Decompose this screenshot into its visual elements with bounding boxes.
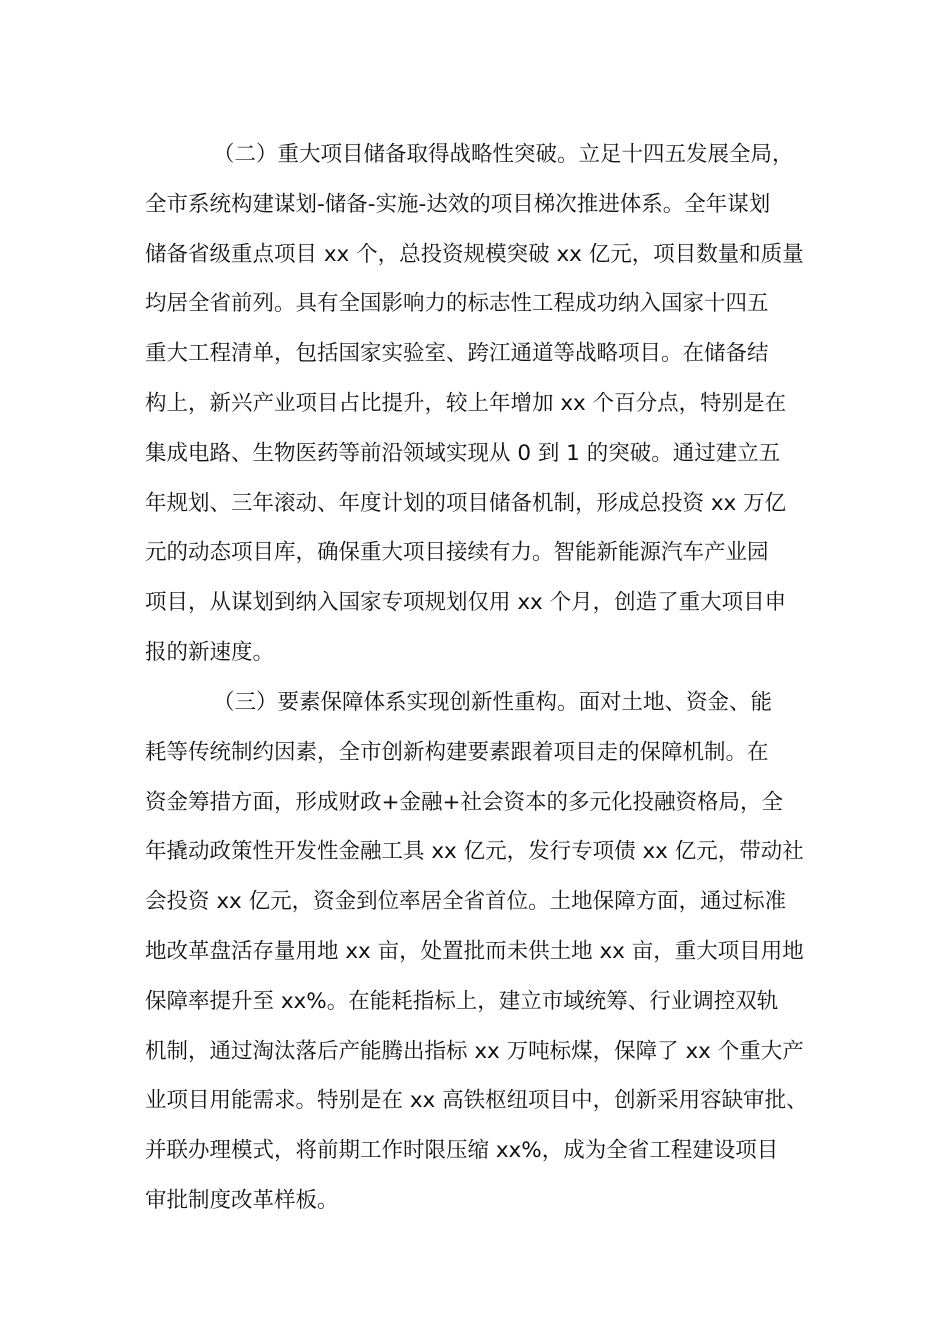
- paragraph-line: 重大工程清单，包括国家实验室、跨江通道等战略项目。在储备结: [145, 341, 769, 367]
- paragraph-line: 项目，从谋划到纳入国家专项规划仅用 xx 个月，创造了重大项目申: [145, 590, 787, 616]
- paragraph-line: 会投资 xx 亿元，资金到位率居全省首位。土地保障方面，通过标准: [145, 889, 787, 915]
- paragraph-line: 审批制度改革样板。: [145, 1187, 339, 1213]
- paragraph-line: （二）重大项目储备取得战略性突破。立足十四五发展全局，: [213, 142, 794, 167]
- paragraph-line: 地改革盘活存量用地 xx 亩，处置批而未供土地 xx 亩，重大项目用地: [145, 938, 804, 964]
- paragraph-line: 业项目用能需求。特别是在 xx 高铁枢纽项目中，创新采用容缺审批、: [145, 1088, 808, 1114]
- paragraph-line: 并联办理模式，将前期工作时限压缩 xx%，成为全省工程建设项目: [145, 1138, 779, 1164]
- paragraph-line: 资金筹措方面，形成财政+金融+社会资本的多元化投融资格局，全: [145, 789, 784, 815]
- paragraph-line: 均居全省前列。具有全国影响力的标志性工程成功纳入国家十四五: [145, 291, 769, 317]
- paragraph-line: 年规划、三年滚动、年度计划的项目储备机制，形成总投资 xx 万亿: [145, 490, 787, 516]
- paragraph-factor-guarantee: [145, 678, 815, 1226]
- paragraph-line: 集成电路、生物医药等前沿领域实现从 0 到 1 的突破。通过建立五: [145, 440, 781, 466]
- paragraph-line: 耗等传统制约因素，全市创新构建要素跟着项目走的保障机制。在: [145, 739, 769, 765]
- paragraph-line: 机制，通过淘汰落后产能腾出指标 xx 万吨标煤，保障了 xx 个重大产: [145, 1038, 804, 1064]
- paragraph-line: 保障率提升至 xx%。在能耗指标上，建立市域统筹、行业调控双轨: [145, 988, 779, 1014]
- paragraph-line: 年撬动政策性开发性金融工具 xx 亿元，发行专项债 xx 亿元，带动社: [145, 839, 804, 865]
- paragraph-major-project-reserve: [145, 130, 815, 678]
- paragraph-line: 全市系统构建谋划-储备-实施-达效的项目梯次推进体系。全年谋划: [145, 191, 771, 217]
- paragraph-line: 元的动态项目库，确保重大项目接续有力。智能新能源汽车产业园: [145, 540, 769, 566]
- paragraph-line: 报的新速度。: [145, 639, 275, 665]
- paragraph-line: 储备省级重点项目 xx 个，总投资规模突破 xx 亿元，项目数量和质量: [145, 241, 804, 267]
- paragraph-line: （三）要素保障体系实现创新性重构。面对土地、资金、能: [213, 690, 773, 715]
- paragraph-line: 构上，新兴产业项目占比提升，较上年增加 xx 个百分点，特别是在: [145, 390, 787, 416]
